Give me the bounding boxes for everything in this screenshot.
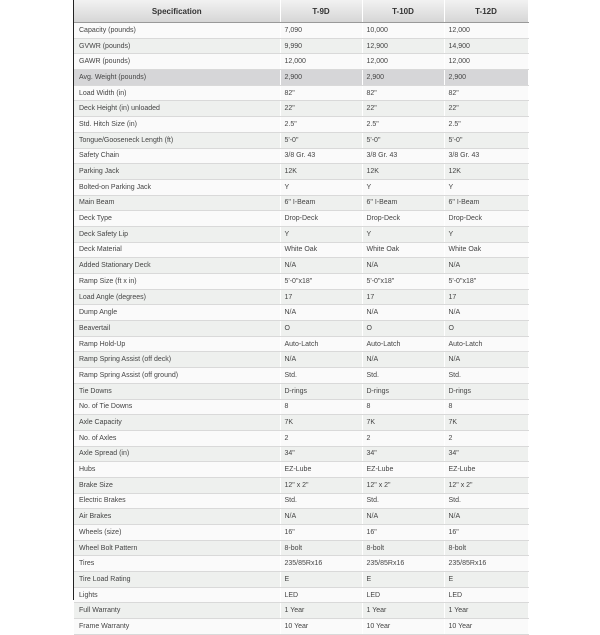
value-t-12d: 8-bolt: [444, 540, 528, 556]
value-t-10d: N/A: [362, 258, 444, 274]
table-row: [74, 70, 528, 86]
table-row: [74, 415, 528, 431]
value-t-10d: 10 Year: [362, 619, 444, 635]
value-t-10d: 235/85Rx16: [362, 556, 444, 572]
value-t-12d: 8: [444, 399, 528, 415]
value-t-10d: 8: [362, 399, 444, 415]
value-t-9d: 82": [280, 85, 362, 101]
table-row: [74, 242, 528, 258]
value-t-10d: 82": [362, 85, 444, 101]
spec-name: Ramp Size (ft x in): [74, 274, 280, 290]
header-specification: Specification: [74, 0, 280, 23]
value-t-12d: 235/85Rx16: [444, 556, 528, 572]
table-row: [74, 462, 528, 478]
value-t-12d: Y: [444, 226, 528, 242]
spec-name: Main Beam: [74, 195, 280, 211]
spec-name: Std. Hitch Size (in): [74, 117, 280, 133]
value-t-12d: LED: [444, 587, 528, 603]
spec-name: GAWR (pounds): [74, 54, 280, 70]
header-t-12d: T-12D: [444, 0, 528, 23]
spec-name: Brake Size: [74, 477, 280, 493]
value-t-12d: 17: [444, 289, 528, 305]
value-t-12d: 12K: [444, 164, 528, 180]
table-row: [74, 85, 528, 101]
value-t-9d: 8-bolt: [280, 540, 362, 556]
value-t-9d: Std.: [280, 368, 362, 384]
spec-name: Ramp Spring Assist (off ground): [74, 368, 280, 384]
spec-name: Safety Chain: [74, 148, 280, 164]
spec-name: Tongue/Gooseneck Length (ft): [74, 132, 280, 148]
table-row: [74, 336, 528, 352]
value-t-9d: N/A: [280, 509, 362, 525]
value-t-10d: 10,000: [362, 23, 444, 39]
value-t-10d: E: [362, 572, 444, 588]
value-t-10d: 2.5": [362, 117, 444, 133]
value-t-12d: O: [444, 321, 528, 337]
value-t-10d: Drop-Deck: [362, 211, 444, 227]
value-t-10d: 34": [362, 446, 444, 462]
value-t-9d: E: [280, 572, 362, 588]
value-t-10d: 7K: [362, 415, 444, 431]
spec-name: Deck Safety Lip: [74, 226, 280, 242]
spec-name: GVWR (pounds): [74, 38, 280, 54]
value-t-9d: 2.5": [280, 117, 362, 133]
table-row: [74, 430, 528, 446]
value-t-9d: 3/8 Gr. 43: [280, 148, 362, 164]
header-row: [74, 0, 528, 23]
spec-table-body: [74, 23, 528, 635]
table-row: [74, 258, 528, 274]
spec-name: Dump Angle: [74, 305, 280, 321]
value-t-9d: 8: [280, 399, 362, 415]
value-t-12d: Std.: [444, 493, 528, 509]
value-t-10d: D-rings: [362, 383, 444, 399]
table-row: [74, 399, 528, 415]
value-t-10d: 22": [362, 101, 444, 117]
value-t-9d: 5'-0"x18": [280, 274, 362, 290]
spec-name: Wheel Bolt Pattern: [74, 540, 280, 556]
value-t-9d: Y: [280, 226, 362, 242]
value-t-9d: 7K: [280, 415, 362, 431]
value-t-12d: N/A: [444, 305, 528, 321]
value-t-10d: 12" x 2": [362, 477, 444, 493]
value-t-12d: 2.5": [444, 117, 528, 133]
value-t-12d: 6" I-Beam: [444, 195, 528, 211]
value-t-9d: 12,000: [280, 54, 362, 70]
value-t-12d: E: [444, 572, 528, 588]
value-t-9d: EZ-Lube: [280, 462, 362, 478]
value-t-10d: Y: [362, 179, 444, 195]
value-t-9d: D-rings: [280, 383, 362, 399]
value-t-9d: 17: [280, 289, 362, 305]
value-t-10d: Std.: [362, 493, 444, 509]
value-t-12d: 7K: [444, 415, 528, 431]
value-t-9d: 6" I-Beam: [280, 195, 362, 211]
value-t-9d: 9,990: [280, 38, 362, 54]
value-t-9d: 10 Year: [280, 619, 362, 635]
spec-name: Avg. Weight (pounds): [74, 70, 280, 86]
table-row: [74, 226, 528, 242]
value-t-9d: N/A: [280, 305, 362, 321]
value-t-10d: N/A: [362, 509, 444, 525]
spec-name: Axle Capacity: [74, 415, 280, 431]
spec-name: Tie Downs: [74, 383, 280, 399]
spec-name: Capacity (pounds): [74, 23, 280, 39]
spec-name: Tire Load Rating: [74, 572, 280, 588]
table-row: [74, 195, 528, 211]
spec-name: Deck Type: [74, 211, 280, 227]
table-row: [74, 368, 528, 384]
table-row: [74, 556, 528, 572]
table-row: [74, 23, 528, 39]
value-t-10d: 8-bolt: [362, 540, 444, 556]
value-t-10d: White Oak: [362, 242, 444, 258]
spec-name: Added Stationary Deck: [74, 258, 280, 274]
value-t-12d: EZ-Lube: [444, 462, 528, 478]
value-t-10d: 5'-0"x18": [362, 274, 444, 290]
spec-name: Tires: [74, 556, 280, 572]
table-row: [74, 54, 528, 70]
table-row: [74, 603, 528, 619]
table-row: [74, 446, 528, 462]
table-row: [74, 305, 528, 321]
value-t-9d: O: [280, 321, 362, 337]
value-t-12d: 22": [444, 101, 528, 117]
value-t-9d: 2,900: [280, 70, 362, 86]
value-t-12d: Y: [444, 179, 528, 195]
table-row: [74, 164, 528, 180]
table-row: [74, 572, 528, 588]
table-row: [74, 289, 528, 305]
table-row: [74, 321, 528, 337]
spec-name: Ramp Hold-Up: [74, 336, 280, 352]
value-t-10d: 12K: [362, 164, 444, 180]
table-row: [74, 117, 528, 133]
table-row: [74, 274, 528, 290]
value-t-12d: 12,000: [444, 54, 528, 70]
value-t-10d: 16": [362, 525, 444, 541]
value-t-12d: 12,000: [444, 23, 528, 39]
spec-name: Deck Material: [74, 242, 280, 258]
value-t-12d: 34": [444, 446, 528, 462]
spec-name: Parking Jack: [74, 164, 280, 180]
table-row: [74, 587, 528, 603]
table-row: [74, 132, 528, 148]
spec-name: Load Width (in): [74, 85, 280, 101]
value-t-12d: 2: [444, 430, 528, 446]
value-t-12d: 5'-0"x18": [444, 274, 528, 290]
table-row: [74, 493, 528, 509]
value-t-12d: N/A: [444, 352, 528, 368]
spec-name: Frame Warranty: [74, 619, 280, 635]
value-t-9d: 1 Year: [280, 603, 362, 619]
value-t-10d: EZ-Lube: [362, 462, 444, 478]
spec-name: No. of Tie Downs: [74, 399, 280, 415]
value-t-9d: N/A: [280, 352, 362, 368]
header-t-10d: T-10D: [362, 0, 444, 23]
spec-name: Lights: [74, 587, 280, 603]
spec-name: Load Angle (degrees): [74, 289, 280, 305]
value-t-10d: LED: [362, 587, 444, 603]
value-t-10d: Std.: [362, 368, 444, 384]
table-row: [74, 525, 528, 541]
spec-name: Beavertail: [74, 321, 280, 337]
table-row: [74, 179, 528, 195]
spec-name: Wheels (size): [74, 525, 280, 541]
value-t-12d: Drop-Deck: [444, 211, 528, 227]
value-t-9d: 12K: [280, 164, 362, 180]
value-t-12d: 82": [444, 85, 528, 101]
value-t-9d: Drop-Deck: [280, 211, 362, 227]
table-row: [74, 477, 528, 493]
table-row: [74, 101, 528, 117]
spec-name: No. of Axles: [74, 430, 280, 446]
value-t-9d: 7,090: [280, 23, 362, 39]
value-t-12d: 3/8 Gr. 43: [444, 148, 528, 164]
value-t-12d: 16": [444, 525, 528, 541]
value-t-10d: Y: [362, 226, 444, 242]
value-t-10d: O: [362, 321, 444, 337]
value-t-9d: Y: [280, 179, 362, 195]
table-row: [74, 148, 528, 164]
value-t-10d: 12,900: [362, 38, 444, 54]
value-t-10d: 12,000: [362, 54, 444, 70]
value-t-9d: White Oak: [280, 242, 362, 258]
value-t-12d: White Oak: [444, 242, 528, 258]
value-t-10d: 6" I-Beam: [362, 195, 444, 211]
value-t-12d: 5'-0": [444, 132, 528, 148]
spec-name: Full Warranty: [74, 603, 280, 619]
value-t-10d: 2,900: [362, 70, 444, 86]
value-t-12d: N/A: [444, 509, 528, 525]
table-row: [74, 38, 528, 54]
header-t-9d: T-9D: [280, 0, 362, 23]
table-row: [74, 352, 528, 368]
value-t-12d: 14,900: [444, 38, 528, 54]
spec-name: Ramp Spring Assist (off deck): [74, 352, 280, 368]
value-t-9d: 34": [280, 446, 362, 462]
value-t-12d: D-rings: [444, 383, 528, 399]
value-t-12d: 2,900: [444, 70, 528, 86]
value-t-10d: N/A: [362, 352, 444, 368]
value-t-12d: 10 Year: [444, 619, 528, 635]
value-t-9d: 12" x 2": [280, 477, 362, 493]
spec-name: Deck Height (in) unloaded: [74, 101, 280, 117]
value-t-10d: 17: [362, 289, 444, 305]
spec-name: Hubs: [74, 462, 280, 478]
table-row: [74, 540, 528, 556]
value-t-9d: 235/85Rx16: [280, 556, 362, 572]
value-t-10d: 2: [362, 430, 444, 446]
value-t-9d: 16": [280, 525, 362, 541]
table-row: [74, 383, 528, 399]
spec-table-frame: [73, 0, 529, 630]
spec-name: Electric Brakes: [74, 493, 280, 509]
value-t-12d: 12" x 2": [444, 477, 528, 493]
value-t-9d: Std.: [280, 493, 362, 509]
value-t-9d: N/A: [280, 258, 362, 274]
table-row: [74, 509, 528, 525]
table-row: [74, 619, 528, 635]
value-t-9d: 5'-0": [280, 132, 362, 148]
spec-name: Bolted-on Parking Jack: [74, 179, 280, 195]
value-t-10d: 1 Year: [362, 603, 444, 619]
value-t-9d: LED: [280, 587, 362, 603]
value-t-9d: Auto-Latch: [280, 336, 362, 352]
value-t-12d: 1 Year: [444, 603, 528, 619]
value-t-10d: Auto-Latch: [362, 336, 444, 352]
table-row: [74, 211, 528, 227]
value-t-9d: 22": [280, 101, 362, 117]
value-t-12d: N/A: [444, 258, 528, 274]
spec-table: [74, 0, 529, 635]
spec-name: Axle Spread (in): [74, 446, 280, 462]
value-t-10d: N/A: [362, 305, 444, 321]
value-t-10d: 5'-0": [362, 132, 444, 148]
spec-name: Air Brakes: [74, 509, 280, 525]
value-t-9d: 2: [280, 430, 362, 446]
value-t-10d: 3/8 Gr. 43: [362, 148, 444, 164]
value-t-12d: Auto-Latch: [444, 336, 528, 352]
value-t-12d: Std.: [444, 368, 528, 384]
